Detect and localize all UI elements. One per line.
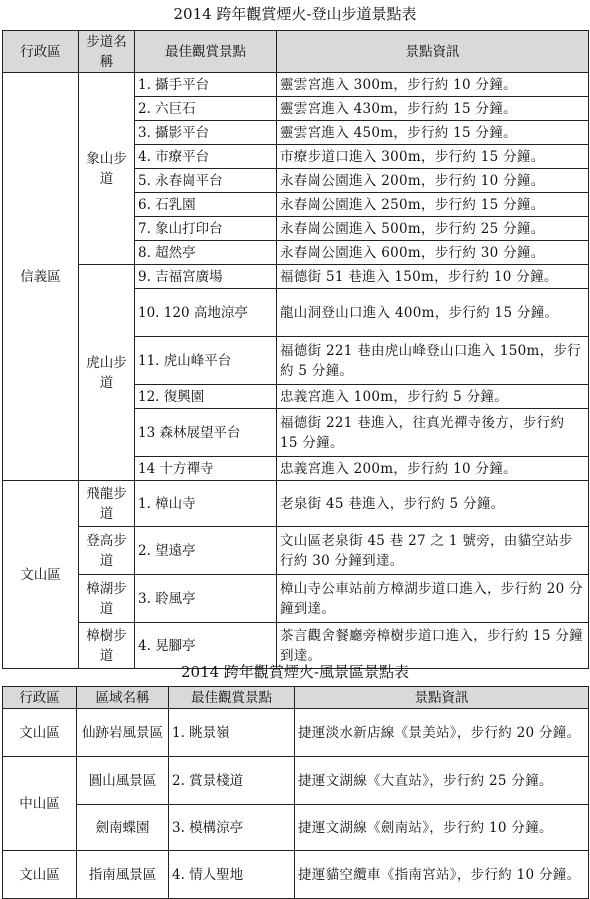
header-spot: 最佳觀賞景點 xyxy=(169,687,295,709)
area-cell: 仙跡岩風景區 xyxy=(77,709,169,757)
info-cell: 文山區老泉街 45 巷 27 之 1 號旁，由貓空站步行約 30 分鐘到達。 xyxy=(277,527,589,575)
spot-cell: 1. 攝手平台 xyxy=(135,73,277,97)
trail-feilong: 飛龍步道 xyxy=(79,481,135,527)
spot-cell: 1. 眺景嶺 xyxy=(169,709,295,757)
info-cell: 茶言觀舍餐廳旁樟樹步道口進入，步行約 15 分鐘到達。 xyxy=(277,623,589,669)
spot-cell: 3. 模構涼亭 xyxy=(169,805,295,851)
spot-cell: 2. 六巨石 xyxy=(135,97,277,121)
spot-cell: 4. 情人聖地 xyxy=(169,851,295,899)
info-cell: 永春崗公園進入 250m，步行約 15 分鐘。 xyxy=(277,193,589,217)
spot-cell: 7. 象山打印台 xyxy=(135,217,277,241)
spot-cell: 8. 超然亭 xyxy=(135,241,277,265)
spot-cell: 9. 吉福宮廣場 xyxy=(135,265,277,289)
info-cell: 永春崗公園進入 200m，步行約 10 分鐘。 xyxy=(277,169,589,193)
spot-cell: 3. 攝影平台 xyxy=(135,121,277,145)
spot-cell: 5. 永春崗平台 xyxy=(135,169,277,193)
spot-cell: 11. 虎山峰平台 xyxy=(135,337,277,385)
spot-cell: 3. 聆風亭 xyxy=(135,575,277,623)
info-cell: 市療步道口進入 300m，步行約 15 分鐘。 xyxy=(277,145,589,169)
info-cell: 樟山寺公車站前方樟湖步道口進入，步行約 20 分鐘到達。 xyxy=(277,575,589,623)
info-cell: 福德街 221 巷由虎山峰登山口進入 150m，步行約 5 分鐘。 xyxy=(277,337,589,385)
header-info: 景點資訊 xyxy=(277,31,589,73)
info-cell: 永春崗公園進入 600m，步行約 30 分鐘。 xyxy=(277,241,589,265)
info-cell: 老泉街 45 巷進入，步行約 5 分鐘。 xyxy=(277,481,589,527)
scenic-area-table xyxy=(2,686,589,899)
table2-title: 2014 跨年觀賞煙火-風景區景點表 xyxy=(180,663,409,681)
spot-cell: 4. 市療平台 xyxy=(135,145,277,169)
trail-xiangshan: 象山步道 xyxy=(79,73,135,265)
spot-cell: 12. 復興園 xyxy=(135,385,277,409)
info-cell: 靈雲宮進入 430m，步行約 15 分鐘。 xyxy=(277,97,589,121)
district-wenshan: 文山區 xyxy=(3,481,79,669)
info-cell: 靈雲宮進入 450m，步行約 15 分鐘。 xyxy=(277,121,589,145)
trail-zhanghu: 樟湖步道 xyxy=(79,575,135,623)
spot-cell: 2. 賞景棧道 xyxy=(169,757,295,805)
info-cell: 永春崗公園進入 500m，步行約 25 分鐘。 xyxy=(277,217,589,241)
spot-cell: 2. 望遠亭 xyxy=(135,527,277,575)
info-cell: 忠義宮進入 100m，步行約 5 分鐘。 xyxy=(277,385,589,409)
trail-viewpoint-table xyxy=(2,30,589,669)
info-cell: 靈雲宮進入 300m，步行約 10 分鐘。 xyxy=(277,73,589,97)
spot-cell: 14 十方禪寺 xyxy=(135,457,277,481)
area-cell: 劍南蝶園 xyxy=(77,805,169,851)
spot-cell: 1. 樟山寺 xyxy=(135,481,277,527)
header-spot: 最佳觀賞景點 xyxy=(135,31,277,73)
table1-title: 2014 跨年觀賞煙火-登山步道景點表 xyxy=(173,5,417,23)
spot-cell: 13 森林展望平台 xyxy=(135,409,277,457)
district-cell: 文山區 xyxy=(3,709,77,757)
trail-hushan: 虎山步道 xyxy=(79,265,135,481)
district-cell: 中山區 xyxy=(3,757,77,851)
header-district: 行政區 xyxy=(3,687,77,709)
info-cell: 福德街 221 巷進入，往真光禪寺後方，步行約 15 分鐘。 xyxy=(277,409,589,457)
info-cell: 捷運貓空纜車《指南宮站》，步行約 10 分鐘。 xyxy=(295,851,589,899)
header-trail: 步道名稱 xyxy=(79,31,135,73)
info-cell: 捷運文湖線《大直站》，步行約 25 分鐘。 xyxy=(295,757,589,805)
district-cell: 文山區 xyxy=(3,851,77,899)
info-cell: 捷運文湖線《劍南站》，步行約 10 分鐘。 xyxy=(295,805,589,851)
info-cell: 忠義宮進入 200m，步行約 10 分鐘。 xyxy=(277,457,589,481)
info-cell: 龍山洞登山口進入 400m，步行約 15 分鐘。 xyxy=(277,289,589,337)
info-cell: 捷運淡水新店線《景美站》，步行約 20 分鐘。 xyxy=(295,709,589,757)
header-info: 景點資訊 xyxy=(295,687,589,709)
spot-cell: 6. 石乳園 xyxy=(135,193,277,217)
district-xinyi: 信義區 xyxy=(3,73,79,481)
info-cell: 福德街 51 巷進入 150m，步行約 10 分鐘。 xyxy=(277,265,589,289)
trail-zhangshu: 樟樹步道 xyxy=(79,623,135,669)
spot-cell: 4. 晃腳亭 xyxy=(135,623,277,669)
header-area: 區域名稱 xyxy=(77,687,169,709)
area-cell: 圓山風景區 xyxy=(77,757,169,805)
trail-denggao: 登高步道 xyxy=(79,527,135,575)
header-district: 行政區 xyxy=(3,31,79,73)
spot-cell: 10. 120 高地涼亭 xyxy=(135,289,277,337)
area-cell: 指南風景區 xyxy=(77,851,169,899)
